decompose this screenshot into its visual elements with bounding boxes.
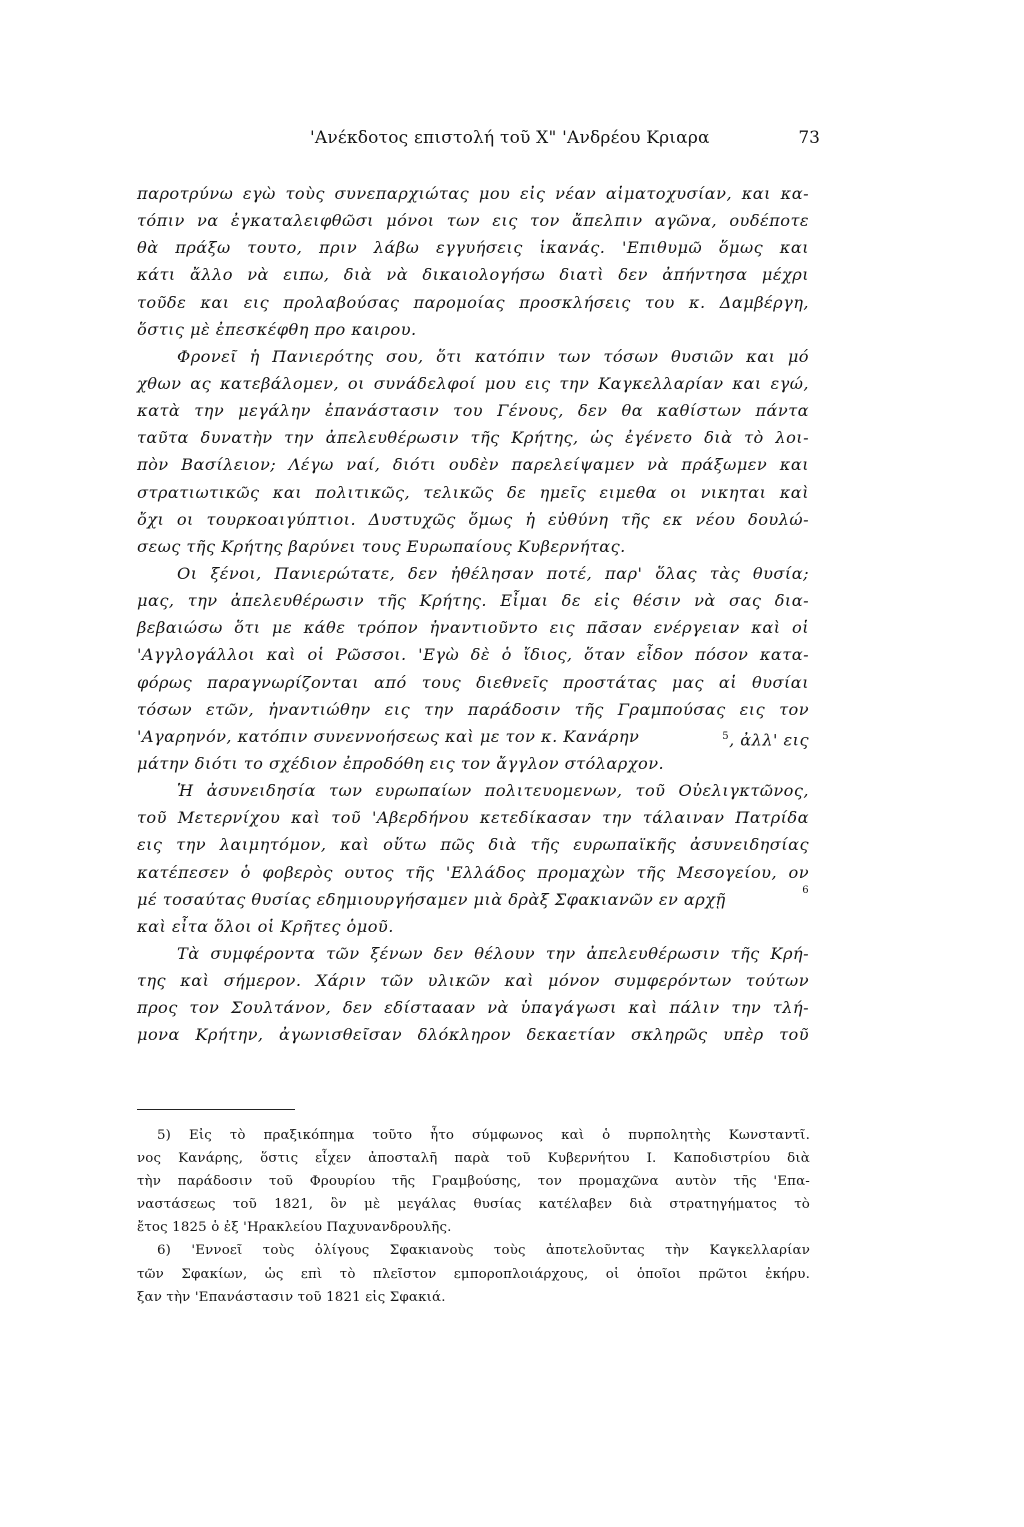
- text-line: πὸν Βασίλειον; Λέγω ναί, διότι ουδὲν παρελείψαμεν νὰ πράξωμεν και: [137, 455, 809, 475]
- text-line: Φρονεῖ ἡ Πανιερότης σου, ὅτι κατόπιν των τόσων θυσιῶν και μό: [177, 346, 809, 366]
- footnote-line: τῶν Σφακίων, ὡς επὶ τὸ πλεῖστον εμποροπλοιάρχους, οἱ ὁποῖοι πρῶτοι ἐκήρυ.: [137, 1266, 810, 1282]
- text-line: μάτην διότι το σχέδιον ἐπροδόθη εις τον ἄγγλον στόλαρχον.: [137, 753, 665, 773]
- text-line: θὰ πράξω τουτο, πριν λάβω εγγυήσεις ἱκανάς. 'Επιθυμῶ ὅμως και: [137, 238, 809, 258]
- text-line: μονα Κρήτην, ἀγωνισθεῖσαν δλόκληρον δεκαετίαν σκληρῶς υπὲρ τοῦ: [137, 1025, 809, 1045]
- text-line: τόπιν να ἐγκαταλειφθῶσι μόνοι των εις τον ἄπελπιν αγῶνα, ουδέποτε: [137, 211, 809, 231]
- text-line: 'Αγγλογάλλοι καὶ οἱ Ρῶσσοι. 'Εγὼ δὲ ὁ ἴδιος, ὅταν εἶδον πόσον κατα-: [137, 645, 809, 665]
- text-line: Οι ξένοι, Πανιερώτατε, δεν ἠθέλησαν ποτέ, παρ' ὅλας τὰς θυσία;: [177, 563, 809, 583]
- text-line: κατέπεσεν ὁ φοβερὸς ουτος τῆς 'Ελλάδος προμαχὼν τῆς Μεσογείου, ον: [137, 862, 809, 882]
- footnote-line: 6) 'Εννοεῖ τοὺς ὀλίγους Σφακιανοὺς τοὺς ἀποτελοῦντας τὴν Καγκελλαρίαν: [157, 1243, 810, 1259]
- text-line: [137, 886, 809, 913]
- text-line: βεβαιώσω ὅτι με κάθε τρόπον ἠναντιοῦντο εις πᾶσαν ενέργειαν καὶ οἱ: [137, 618, 809, 638]
- text-line: [137, 723, 809, 750]
- text-line: καὶ εἶτα ὅλοι οἱ Κρῆτες ὁμοῦ.: [137, 916, 394, 936]
- text-line: φόρως παραγνωρίζονται από τους διεθνεῖς προστάτας μας αἱ θυσίαι: [137, 672, 809, 692]
- text-line: χθων ας κατεβάλομεν, οι συνάδελφοί μου εις την Καγκελλαρίαν και εγώ,: [137, 373, 809, 393]
- footnote-line: ἔτος 1825 ὁ ἐξ 'Ηρακλείου Παχυνανδρουλῆς.: [137, 1220, 452, 1236]
- text-line: εις την λαιμητόμον, καὶ οὕτω πῶς διὰ τῆς ευρωπαϊκῆς ἀσυνειδησίας: [137, 835, 809, 855]
- text-line: κατὰ την μεγάλην ἐπανάστασιν του Γένους, δεν θα καθίστων πάντα: [137, 401, 809, 421]
- text-line: προς τον Σουλτάνον, δεν εδίσταααν νὰ ὑπαγάγωσι καὶ πάλιν την τλή-: [137, 998, 809, 1018]
- footnotes: [137, 1124, 810, 1309]
- text-line: ὅστις μὲ ἐπεσκέφθη προ καιρου.: [137, 319, 417, 339]
- text-line-part: 'Αγαρηνόν, κατόπιν συνεννοήσεως καὶ με τον κ. Κανάρην: [137, 726, 640, 746]
- text-line: ὄχι οι τουρκοαιγύπτιοι. Δυστυχῶς ὅμως ἡ εὐθύνη τῆς εκ νέου δουλώ-: [137, 509, 809, 529]
- footnote-line: νος Κανάρης, ὅστις εἶχεν ἀποσταλῆ παρὰ τοῦ Κυβερνήτου Ι. Καποδιστρίου διὰ: [137, 1151, 810, 1167]
- text-line: τοῦδε και εις προλαβούσας παρομοίας προσκλήσεις του κ. Δαμβέργη,: [137, 292, 809, 312]
- text-line: παροτρύνω εγὼ τοὺς συνεπαρχιώτας μου εἰς νέαν αἱματοχυσίαν, και κα-: [137, 184, 809, 203]
- text-line-part: [722, 723, 809, 750]
- text-line: κάτι ἄλλο νὰ ειπω, διὰ νὰ δικαιολογήσω διατὶ δεν ἀπήντησα μέχρι: [137, 265, 809, 285]
- footnote-line: ξαν τὴν 'Επανάστασιν τοῦ 1821 εἰς Σφακιά.: [137, 1289, 446, 1305]
- footnote-line: 5) Εἰς τὸ πραξικόπημα τοῦτο ἦτο σύμφωνος καὶ ὁ πυρπολητὴς Κωνσταντῖ.: [157, 1128, 810, 1143]
- text-line: τόσων ετῶν, ἠναντιώθην εις την παράδοσιν τῆς Γραμπούσας εις τον: [137, 699, 809, 719]
- main-text: [137, 180, 809, 1049]
- footnote-mark: 6: [802, 884, 809, 896]
- running-title: 'Ανέκδοτος επιστολή τοῦ Χ" 'Ανδρέου Κριαρα: [310, 128, 710, 148]
- text-line: μας, την ἀπελευθέρωσιν τῆς Κρήτης. Εἶμαι δε εἰς θέσιν νὰ σας δια-: [137, 591, 809, 611]
- footnote-line: ναστάσεως τοῦ 1821, ὃν μὲ μεγάλας θυσίας κατέλαβεν διὰ στρατηγήματος τὸ: [137, 1197, 810, 1213]
- text-line-part: μέ τοσαύτας θυσίας εδημιουργήσαμεν μιὰ δρὰξ Σφακιανῶν εν αρχῇ: [137, 889, 726, 909]
- footnote-mark: 5: [722, 730, 730, 742]
- page-number: 73: [798, 128, 820, 148]
- footnote-line: τὴν παράδοσιν τοῦ Φρουρίου τῆς Γραμβούσης, τον προμαχῶνα αυτὸν τῆς 'Επα-: [137, 1174, 810, 1190]
- footnote-divider: [137, 1109, 295, 1110]
- text-line: σεως τῆς Κρήτης βαρύνει τους Ευρωπαίους Κυβερνήτας.: [137, 536, 626, 556]
- text-line: ταῦτα δυνατὴν την ἀπελευθέρωσιν τῆς Κρήτης, ὡς ἐγένετο διὰ τὸ λοι-: [137, 428, 809, 448]
- text-line: στρατιωτικῶς και πολιτικῶς, τελικῶς δε ημεῖς ειμεθα οι νικηται καὶ: [137, 482, 809, 502]
- text-line: Τὰ συμφέροντα τῶν ξένων δεν θέλουν την ἀπελευθέρωσιν τῆς Κρή-: [177, 943, 809, 963]
- text-line-part: , ἀλλ' εις: [729, 730, 809, 750]
- text-line: της καὶ σήμερον. Χάριν τῶν υλικῶν καὶ μόνον συμφερόντων τούτων: [137, 971, 809, 991]
- text-line: τοῦ Μετερνίχου καὶ τοῦ 'Αβερδήνου κετεδίκασαν την τάλαιναν Πατρίδα: [137, 808, 809, 828]
- text-line: Ἡ ἀσυνειδησία των ευρωπαίων πολιτευομενων, τοῦ Οὐελιγκτῶνος,: [177, 781, 809, 801]
